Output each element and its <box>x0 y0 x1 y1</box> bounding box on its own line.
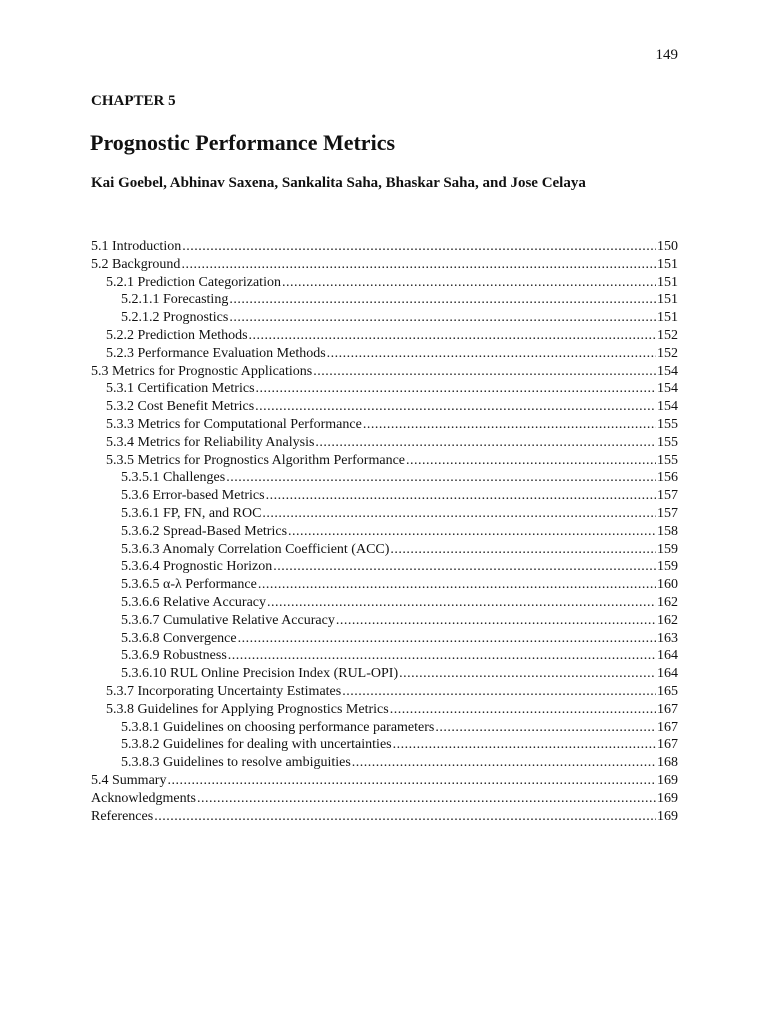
toc-entry-title: 5.3.8.2 Guidelines for dealing with uncertainties <box>121 737 392 753</box>
toc-entry-title: 5.3.2 Cost Benefit Metrics <box>106 399 255 415</box>
toc-dot-leader <box>181 256 656 274</box>
toc-entry-page: 154 <box>657 381 678 397</box>
toc-entry[interactable] <box>91 558 678 576</box>
toc-entry[interactable] <box>91 469 678 487</box>
toc-entry-page: 162 <box>657 594 678 610</box>
toc-entry[interactable] <box>91 808 678 826</box>
toc-entry[interactable] <box>91 576 678 594</box>
toc-dot-leader <box>154 808 656 826</box>
toc-entry-title: 5.1 Introduction <box>91 239 182 254</box>
toc-entry[interactable] <box>91 772 678 790</box>
toc-entry[interactable] <box>91 398 678 416</box>
toc-entry-page: 164 <box>657 666 678 682</box>
toc-entry-title: 5.3.6.2 Spread-Based Metrics <box>121 523 288 539</box>
toc-dot-leader <box>363 416 656 434</box>
toc-entry[interactable] <box>91 630 678 648</box>
toc-dot-leader <box>249 327 656 345</box>
toc-entry-page: 168 <box>657 755 678 771</box>
toc-entry-title: 5.3.5.1 Challenges <box>121 470 226 486</box>
toc-dot-leader <box>435 719 656 737</box>
toc-dot-leader <box>327 345 656 363</box>
toc-dot-leader <box>336 612 656 630</box>
toc-entry-page: 157 <box>657 505 678 521</box>
toc-entry-page: 167 <box>657 701 678 717</box>
toc-entry-title: 5.3.5 Metrics for Prognostics Algorithm Performance <box>106 452 406 468</box>
toc-entry-title: 5.2.1.1 Forecasting <box>121 292 229 308</box>
toc-entry-page: 151 <box>657 292 678 308</box>
toc-dot-leader <box>390 701 656 719</box>
toc-entry-title: 5.3.6.10 RUL Online Precision Index (RUL-OPI) <box>121 666 399 682</box>
toc-dot-leader <box>313 363 656 381</box>
toc-entry-page: 150 <box>657 239 678 254</box>
toc-entry-page: 157 <box>657 488 678 504</box>
toc-entry-title: Acknowledgments <box>91 790 196 806</box>
toc-dot-leader <box>226 469 656 487</box>
toc-entry-page: 159 <box>657 559 678 575</box>
toc-entry-title: 5.3.4 Metrics for Reliability Analysis <box>106 434 315 450</box>
toc-entry[interactable] <box>91 647 678 665</box>
toc-entry-page: 155 <box>657 434 678 450</box>
toc-entry-page: 165 <box>657 683 678 699</box>
toc-entry-title: 5.2 Background <box>91 256 181 272</box>
toc-dot-leader <box>229 291 656 309</box>
toc-entry[interactable] <box>91 683 678 701</box>
table-of-contents <box>91 238 678 825</box>
toc-entry[interactable] <box>91 736 678 754</box>
toc-entry[interactable] <box>91 274 678 292</box>
toc-entry[interactable] <box>91 327 678 345</box>
toc-entry-title: 5.3.6.7 Cumulative Relative Accuracy <box>121 612 335 628</box>
toc-entry-title: 5.3.6.5 α-λ Performance <box>121 577 257 593</box>
toc-entry-page: 159 <box>657 541 678 557</box>
toc-entry[interactable] <box>91 701 678 719</box>
toc-entry-page: 156 <box>657 470 678 486</box>
page-number: 149 <box>655 47 678 63</box>
toc-entry-title: 5.2.1.2 Prognostics <box>121 310 229 326</box>
toc-entry-title: 5.3.6.1 FP, FN, and ROC <box>121 505 262 521</box>
toc-entry-page: 151 <box>657 256 678 272</box>
toc-dot-leader <box>342 683 656 701</box>
toc-dot-leader <box>255 398 656 416</box>
chapter-label: CHAPTER 5 <box>91 93 176 109</box>
toc-entry[interactable] <box>91 754 678 772</box>
toc-entry[interactable] <box>91 790 678 808</box>
toc-entry-page: 169 <box>657 808 678 824</box>
toc-entry[interactable] <box>91 612 678 630</box>
toc-entry-title: 5.3.6 Error-based Metrics <box>121 488 265 504</box>
toc-entry[interactable] <box>91 594 678 612</box>
toc-dot-leader <box>282 274 656 292</box>
toc-entry-title: 5.3.8.1 Guidelines on choosing performance parameters <box>121 719 435 735</box>
toc-dot-leader <box>406 452 656 470</box>
toc-dot-leader <box>266 487 656 505</box>
toc-entry-title: 5.3.8.3 Guidelines to resolve ambiguities <box>121 755 351 771</box>
toc-entry-page: 158 <box>657 523 678 539</box>
toc-entry-title: References <box>91 808 154 824</box>
toc-entry[interactable] <box>91 363 678 381</box>
toc-entry-title: 5.3.8 Guidelines for Applying Prognostics Metrics <box>106 701 389 717</box>
toc-entry-title: 5.3.7 Incorporating Uncertainty Estimates <box>106 683 342 699</box>
toc-dot-leader <box>273 558 656 576</box>
toc-entry[interactable] <box>91 523 678 541</box>
toc-dot-leader <box>315 434 656 452</box>
toc-entry-page: 169 <box>657 790 678 806</box>
toc-entry[interactable] <box>91 291 678 309</box>
toc-entry[interactable] <box>91 309 678 327</box>
toc-entry[interactable] <box>91 380 678 398</box>
toc-entry-page: 169 <box>657 772 678 788</box>
toc-entry-title: 5.3.6.6 Relative Accuracy <box>121 594 267 610</box>
toc-entry-page: 167 <box>657 737 678 753</box>
toc-dot-leader <box>229 309 656 327</box>
toc-entry-page: 151 <box>657 310 678 326</box>
toc-dot-leader <box>390 541 656 559</box>
toc-entry[interactable] <box>91 452 678 470</box>
toc-dot-leader <box>352 754 656 772</box>
chapter-authors: Kai Goebel, Abhinav Saxena, Sankalita Saha, Bhaskar Saha, and Jose Celaya <box>91 175 586 191</box>
toc-entry-title: 5.3.6.3 Anomaly Correlation Coefficient (ACC) <box>121 541 390 557</box>
toc-entry[interactable] <box>91 416 678 434</box>
toc-dot-leader <box>262 505 656 523</box>
toc-entry[interactable] <box>91 665 678 683</box>
toc-entry-page: 155 <box>657 416 678 432</box>
toc-entry-page: 151 <box>657 274 678 290</box>
toc-entry[interactable] <box>91 238 678 256</box>
toc-dot-leader <box>238 630 656 648</box>
toc-entry[interactable] <box>91 541 678 559</box>
toc-dot-leader <box>258 576 656 594</box>
toc-dot-leader <box>182 238 656 256</box>
toc-entry-page: 154 <box>657 363 678 379</box>
toc-entry-page: 152 <box>657 327 678 343</box>
toc-entry-page: 154 <box>657 399 678 415</box>
toc-entry[interactable] <box>91 505 678 523</box>
toc-entry-page: 152 <box>657 345 678 361</box>
toc-entry-title: 5.4 Summary <box>91 772 167 788</box>
toc-entry-title: 5.3.1 Certification Metrics <box>106 381 255 397</box>
toc-entry-page: 167 <box>657 719 678 735</box>
toc-entry-page: 163 <box>657 630 678 646</box>
toc-entry-page: 160 <box>657 577 678 593</box>
toc-entry-page: 164 <box>657 648 678 664</box>
toc-entry-title: 5.2.2 Prediction Methods <box>106 327 248 343</box>
toc-entry-title: 5.2.3 Performance Evaluation Methods <box>106 345 326 361</box>
toc-dot-leader <box>197 790 656 808</box>
toc-entry-title: 5.3.6.8 Convergence <box>121 630 237 646</box>
toc-dot-leader <box>393 736 656 754</box>
toc-dot-leader <box>267 594 656 612</box>
toc-entry-title: 5.3.6.4 Prognostic Horizon <box>121 559 273 575</box>
toc-dot-leader <box>256 380 656 398</box>
toc-dot-leader <box>288 523 656 541</box>
toc-entry-page: 155 <box>657 452 678 468</box>
toc-entry-title: 5.3 Metrics for Prognostic Applications <box>91 363 313 379</box>
toc-entry-title: 5.3.6.9 Robustness <box>121 648 227 664</box>
toc-entry[interactable] <box>91 434 678 452</box>
toc-entry-title: 5.2.1 Prediction Categorization <box>106 274 281 290</box>
toc-entry[interactable] <box>91 719 678 737</box>
toc-entry[interactable] <box>91 487 678 505</box>
chapter-title: Prognostic Performance Metrics <box>90 130 396 155</box>
toc-dot-leader <box>167 772 656 790</box>
toc-entry[interactable] <box>91 345 678 363</box>
toc-entry-page: 162 <box>657 612 678 628</box>
toc-entry-title: 5.3.3 Metrics for Computational Performance <box>106 416 362 432</box>
toc-entry[interactable] <box>91 256 678 274</box>
toc-dot-leader <box>399 665 656 683</box>
toc-dot-leader <box>228 647 656 665</box>
